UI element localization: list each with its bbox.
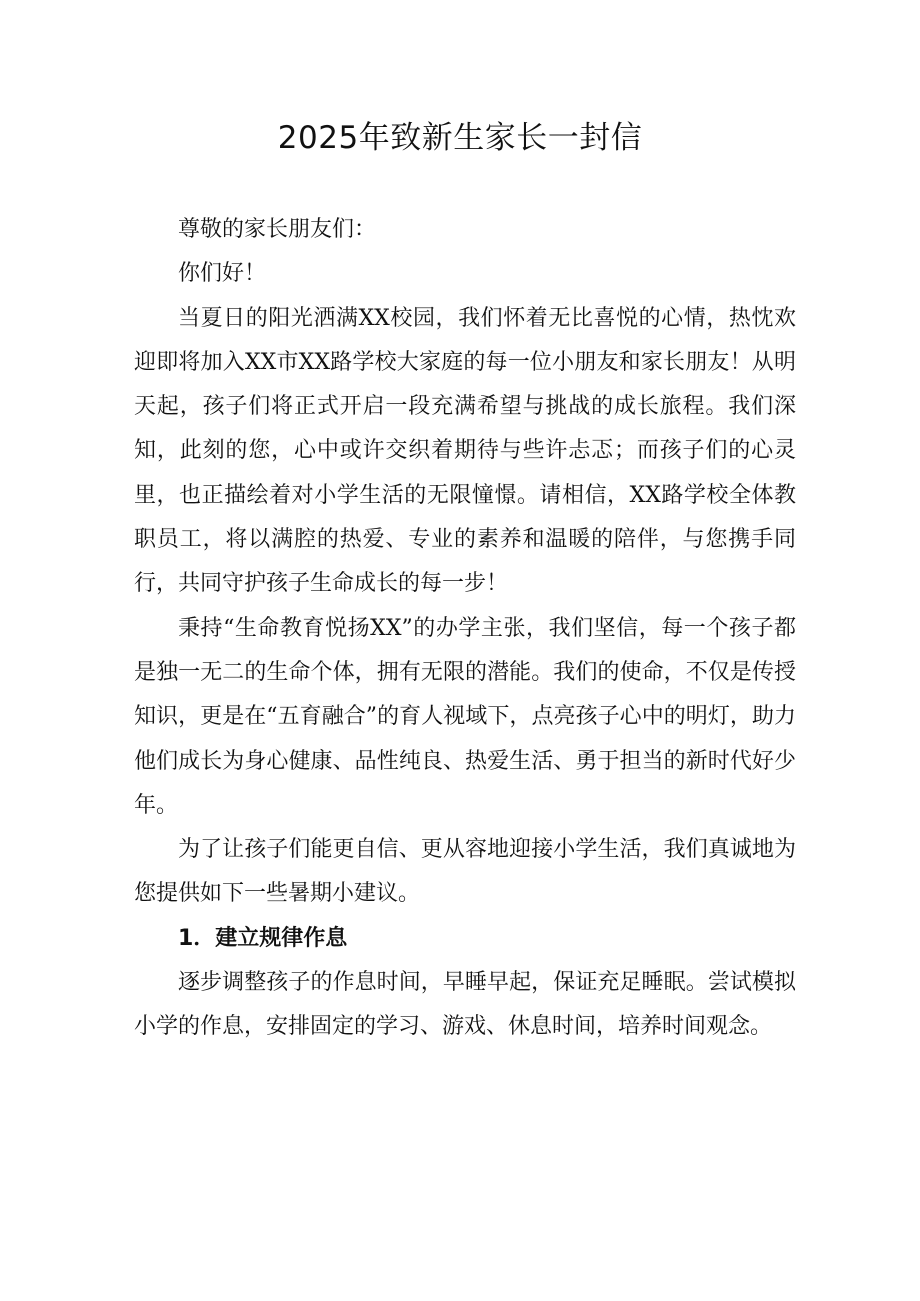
paragraph-routine: 逐步调整孩子的作息时间，早睡早起，保证充足睡眠。尝试模拟小学的作息，安排固定的学习、游戏、休息时间，培养时间观念。 (134, 970, 796, 1040)
section-heading-1: 1．建立规律作息 (178, 925, 348, 951)
salutation: 尊敬的家长朋友们： (178, 217, 377, 242)
letter-body (134, 208, 796, 1050)
greeting: 你们好！ (178, 261, 267, 287)
paragraph-philosophy: 秉持“生命教育悦扬XX”的办学主张，我们坚信，每一个孩子都是独一无二的生命个体，拥有无限的潜能。我们的使命，不仅是传授知识，更是在“五育融合”的育人视域下，点亮孩子心中的明灯，助力他们成长为身心健康、品性纯良、热爱生活、勇于担当的新时代好少年。 (134, 615, 796, 818)
paragraph-suggestions-intro: 为了让孩子们能更自信、更从容地迎接小学生活，我们真诚地为您提供如下一些暑期小建议。 (134, 837, 796, 907)
document-title: 2025年致新生家长一封信 (277, 120, 643, 156)
paragraph-welcome: 当夏日的阳光洒满XX校园，我们怀着无比喜悦的心情，热忱欢迎即将加入XX市XX路学校大家庭的每一位小朋友和家长朋友！从明天起，孩子们将正式开启一段充满希望与挑战的成长旅程。我们深知，此刻的您，心中或许交织着期待与些许忐忑；而孩子们的心灵里，也正描绘着对小学生活的无限憧憬。请相信，XX路学校全体教职员工，将以满腔的热爱、专业的素养和温暖的陪伴，与您携手同行，共同守护孩子生命成长的每一步！ (134, 305, 796, 597)
